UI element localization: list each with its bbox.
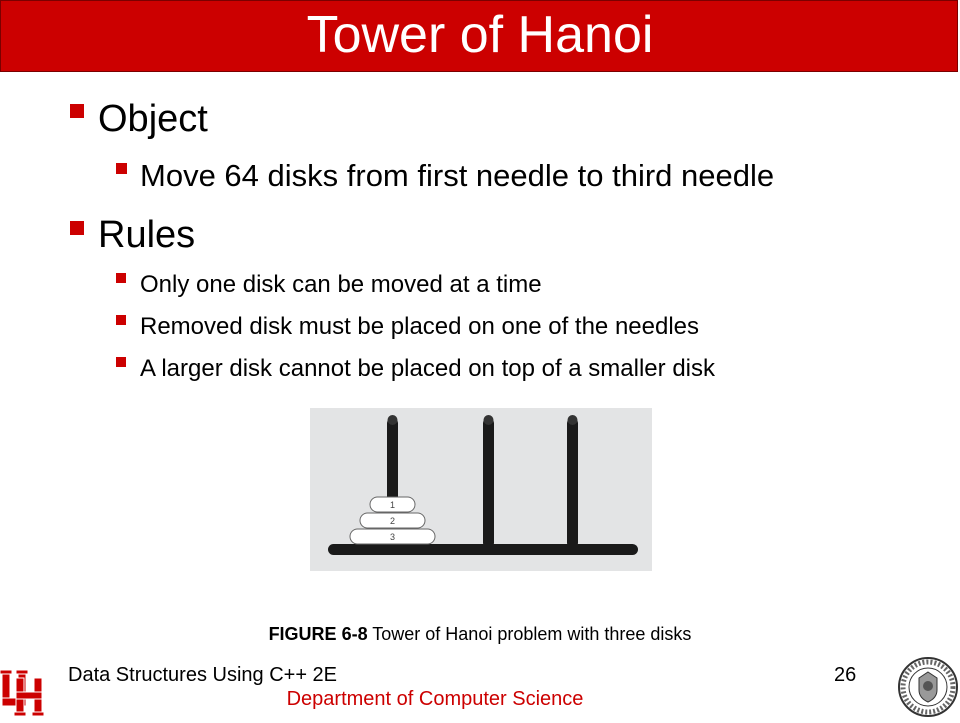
bullet-square [70,221,84,235]
disk-label-1: 1 [389,500,396,510]
tower-of-hanoi-figure [310,408,652,571]
hanoi-diagram [310,408,652,571]
rule-item: Removed disk must be placed on one of the needles [140,313,700,340]
footer-course: Data Structures Using C++ 2E [68,664,338,686]
bullet-square [116,163,127,174]
rule-item: Only one disk can be moved at a time [140,271,542,298]
footer-department: Department of Computer Science [286,688,584,710]
uh-logo [0,664,44,723]
university-seal [897,656,959,723]
disk-label-3: 3 [389,532,396,542]
rule-item: A larger disk cannot be placed on top of a smaller disk [140,355,715,382]
bullet-object: Object [98,98,208,140]
needle-3 [567,418,578,548]
figure-caption [0,624,960,645]
figure-caption-text: Tower of Hanoi problem with three disks [367,624,692,644]
needle-2 [483,418,494,548]
bullet-rules: Rules [98,214,196,256]
bullet-square [116,315,126,325]
bullet-square [116,357,126,367]
disk-label-2: 2 [389,516,396,526]
page-number: 26 [834,664,857,686]
base-bar [328,544,638,555]
figure-caption-label: FIGURE 6-8 [268,624,368,644]
bullet-square [70,104,84,118]
slide-title: Tower of Hanoi [306,6,654,64]
bullet-square [116,273,126,283]
bullet-object-detail: Move 64 disks from first needle to third needle [140,158,775,193]
